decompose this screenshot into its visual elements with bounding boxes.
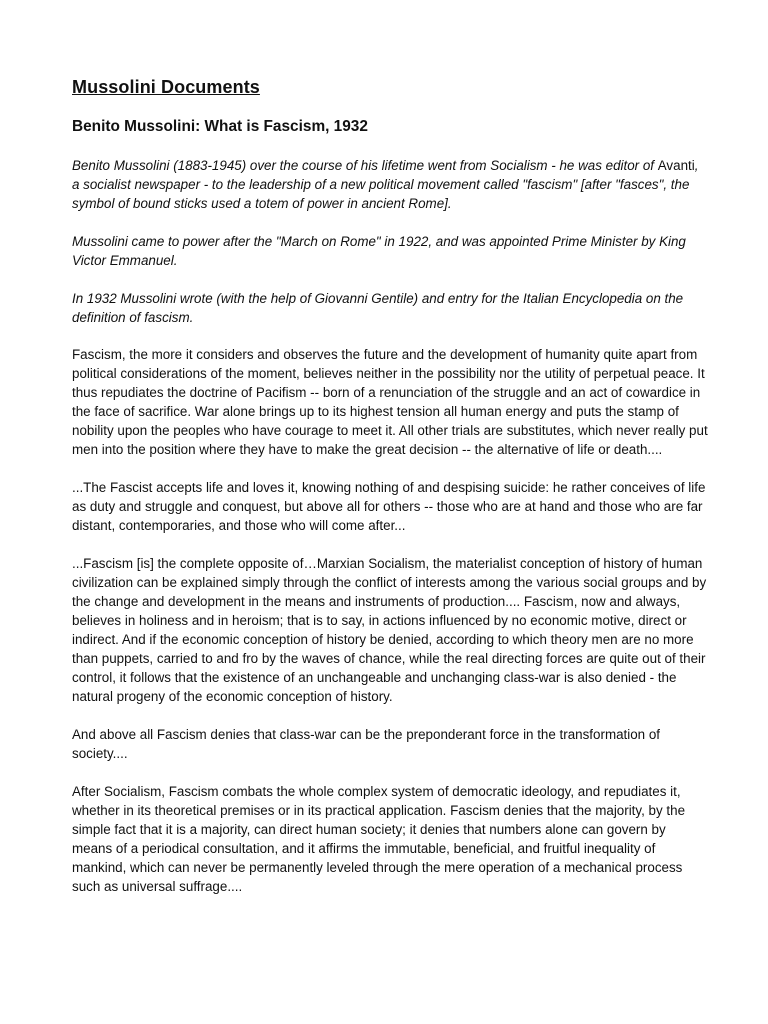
document-title: Mussolini Documents xyxy=(72,77,260,97)
intro-paragraph-encyclopedia: In 1932 Mussolini wrote (with the help of Giovanni Gentile) and entry for the Italian Encyclopedia on the definition of fascism. xyxy=(72,291,684,325)
body-paragraph: ...Fascism [is] the complete opposite of…Marxian Socialism, the materialist conception of history of human civilization can be explained simply through the conflict of interests among the various social groups and by the change and development in the means and instruments of production.... Fascism, now and always, believes in holiness and in heroism; that is to say, in actions influenced by no economic motive, direct or indirect. And if the economic conception of history be denied, according to which theory men are no more than puppets, carried to and fro by the waves of chance, while the real directing forces are quite out of their control, it follows that the existence of an unchangeable and unchanging class-war is also denied - the natural progeny of the economic conception of history. xyxy=(72,556,707,704)
body-paragraph: Fascism, the more it considers and observes the future and the development of humanity quite apart from political considerations of the moment, believes neither in the possibility nor the utility of perpetual peace. It thus repudiates the doctrine of Pacifism -- born of a renunciation of the struggle and an act of cowardice in the face of sacrifice. War alone brings up to its highest tension all human energy and puts the stamp of nobility upon the peoples who have courage to meet it. All other trials are substitutes, which never really put men into the position where they have to make the great decision -- the alternative of life or death.... xyxy=(72,347,708,457)
document-subtitle: Benito Mussolini: What is Fascism, 1932 xyxy=(72,118,368,135)
intro-paragraph-biography xyxy=(72,156,708,213)
intro-text-part: , a socialist newspaper - to the leadership of a new political movement called "fascism" [after "fasces", the symbol of bound sticks used a totem of power in ancient Rome]. xyxy=(72,158,699,211)
intro-text-part: Benito Mussolini (1883-1945) over the course of his lifetime went from Socialism - he was editor of xyxy=(72,158,658,173)
intro-paragraph-march-on-rome: Mussolini came to power after the "March on Rome" in 1922, and was appointed Prime Minister by King Victor Emmanuel. xyxy=(72,234,686,268)
newspaper-name: Avanti xyxy=(657,158,695,173)
body-paragraph: After Socialism, Fascism combats the whole complex system of democratic ideology, and repudiates it, whether in its theoretical premises or in its practical application. Fascism denies that the majority, by the simple fact that it is a majority, can direct human society; it denies that numbers alone can govern by means of a periodical consultation, and it affirms the immutable, beneficial, and fruitful inequality of mankind, which can never be permanently leveled through the mere operation of a mechanical process such as universal suffrage.... xyxy=(72,784,686,894)
body-paragraph: ...The Fascist accepts life and loves it, knowing nothing of and despising suicide: he rather conceives of life as duty and struggle and conquest, but above all for others -- those who are at hand and those who are far distant, contemporaries, and those who will come after... xyxy=(72,480,706,533)
body-paragraph: And above all Fascism denies that class-war can be the preponderant force in the transformation of society.... xyxy=(72,727,661,761)
